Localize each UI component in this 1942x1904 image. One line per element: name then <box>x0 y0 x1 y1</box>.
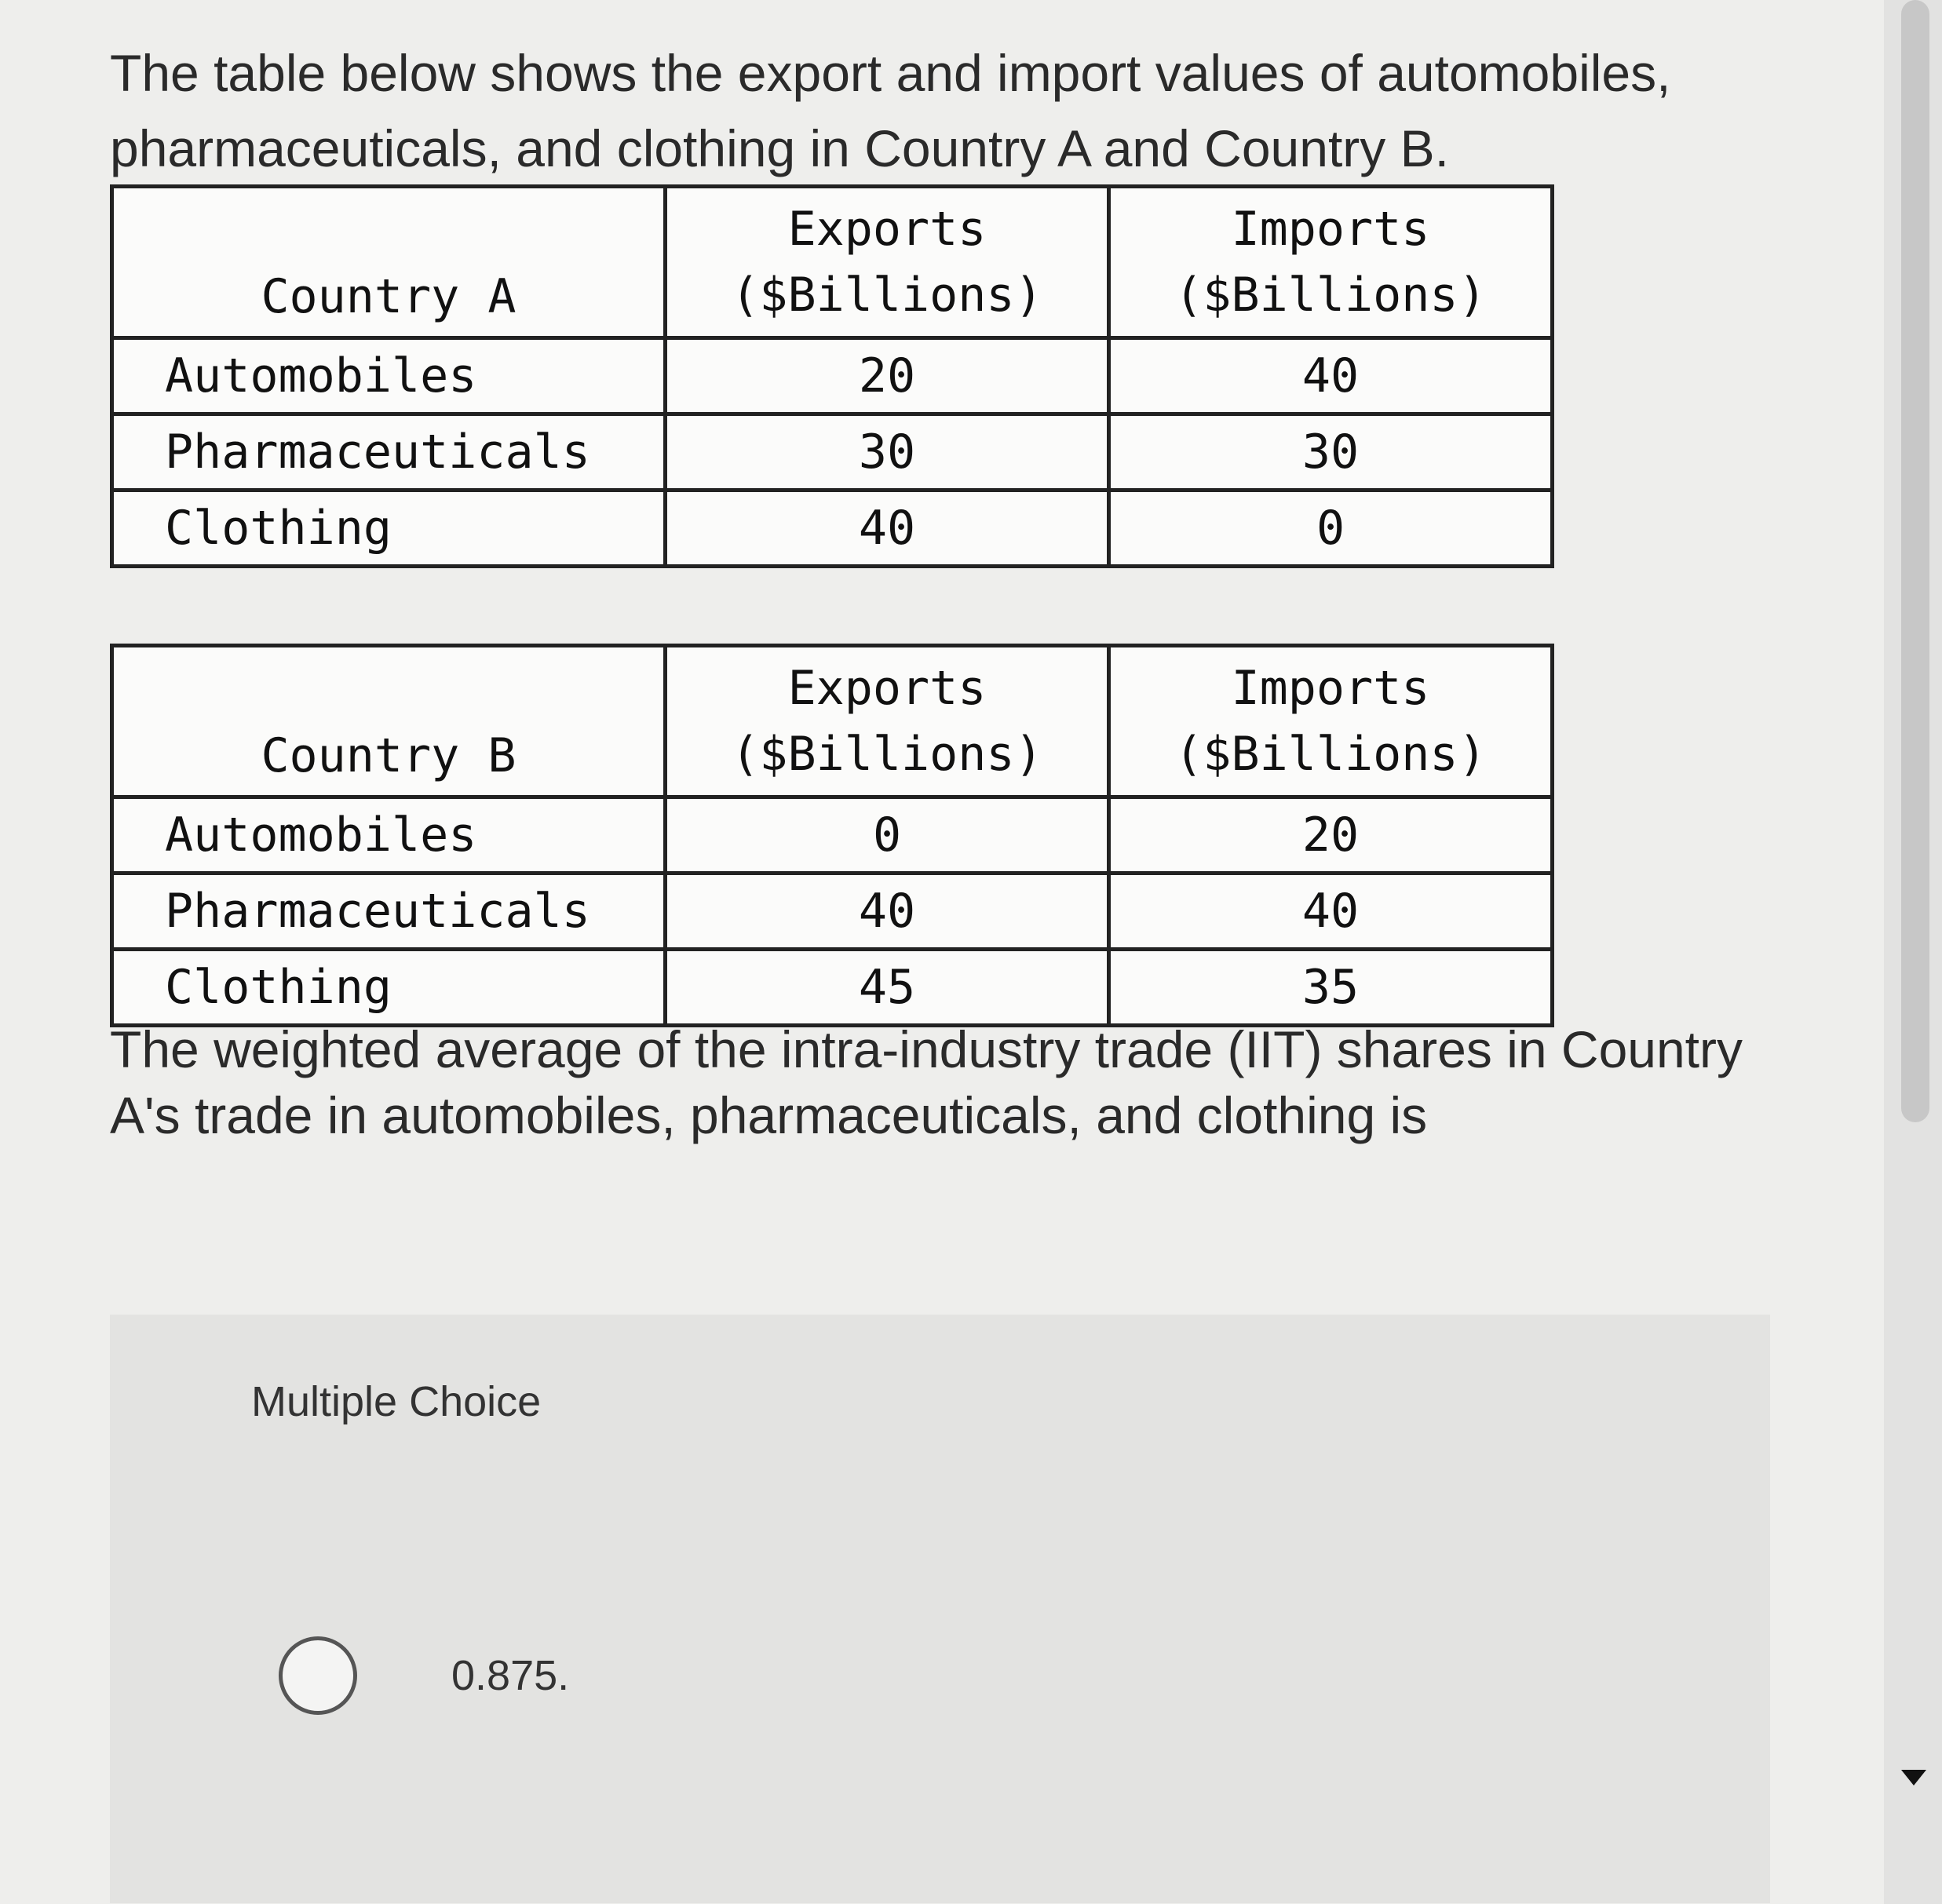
table-row <box>112 950 1553 1026</box>
choice-option[interactable] <box>279 1636 569 1715</box>
exports-cell: 0 <box>666 797 1109 874</box>
exports-cell: 40 <box>666 491 1109 567</box>
multiple-choice-panel <box>110 1315 1770 1903</box>
radio-button[interactable] <box>279 1636 357 1715</box>
exports-cell: 45 <box>666 950 1109 1026</box>
row-label: Automobiles <box>112 797 666 874</box>
row-label: Pharmaceuticals <box>112 414 666 491</box>
imports-cell: 20 <box>1109 797 1553 874</box>
question-text: The weighted average of the intra-industry trade (IIT) shares in Country A's trade in automobiles, pharmaceuticals, and clothing is <box>110 1020 1743 1144</box>
table-header-row <box>112 187 1553 338</box>
header-country-a: Country A <box>112 187 666 338</box>
country-a-table <box>110 184 1554 568</box>
imports-cell: 40 <box>1109 874 1553 950</box>
imports-cell: 35 <box>1109 950 1553 1026</box>
scrollbar[interactable] <box>1884 0 1942 1904</box>
header-exports: Exports ($Billions) <box>666 187 1109 338</box>
row-label: Pharmaceuticals <box>112 874 666 950</box>
table-header-row <box>112 646 1553 797</box>
choice-text: 0.875. <box>451 1652 570 1699</box>
row-label: Clothing <box>112 491 666 567</box>
imports-cell: 0 <box>1109 491 1553 567</box>
row-label: Clothing <box>112 950 666 1026</box>
caret-down-icon[interactable] <box>1901 1770 1926 1785</box>
table-row <box>112 797 1553 874</box>
table-row <box>112 338 1553 414</box>
header-imports: Imports ($Billions) <box>1109 646 1553 797</box>
exports-cell: 30 <box>666 414 1109 491</box>
row-label: Automobiles <box>112 338 666 414</box>
intro-text: The table below shows the export and import values of automobiles, pharmaceuticals, and clothing in Country A and Country B. <box>110 44 1671 177</box>
table-row <box>112 414 1553 491</box>
scroll-thumb[interactable] <box>1901 0 1929 1122</box>
country-b-table <box>110 644 1554 1027</box>
table-row <box>112 874 1553 950</box>
header-exports: Exports ($Billions) <box>666 646 1109 797</box>
imports-cell: 30 <box>1109 414 1553 491</box>
header-imports: Imports ($Billions) <box>1109 187 1553 338</box>
exports-cell: 40 <box>666 874 1109 950</box>
imports-cell: 40 <box>1109 338 1553 414</box>
exports-cell: 20 <box>666 338 1109 414</box>
header-country-b: Country B <box>112 646 666 797</box>
multiple-choice-label: Multiple Choice <box>251 1378 542 1425</box>
table-row <box>112 491 1553 567</box>
